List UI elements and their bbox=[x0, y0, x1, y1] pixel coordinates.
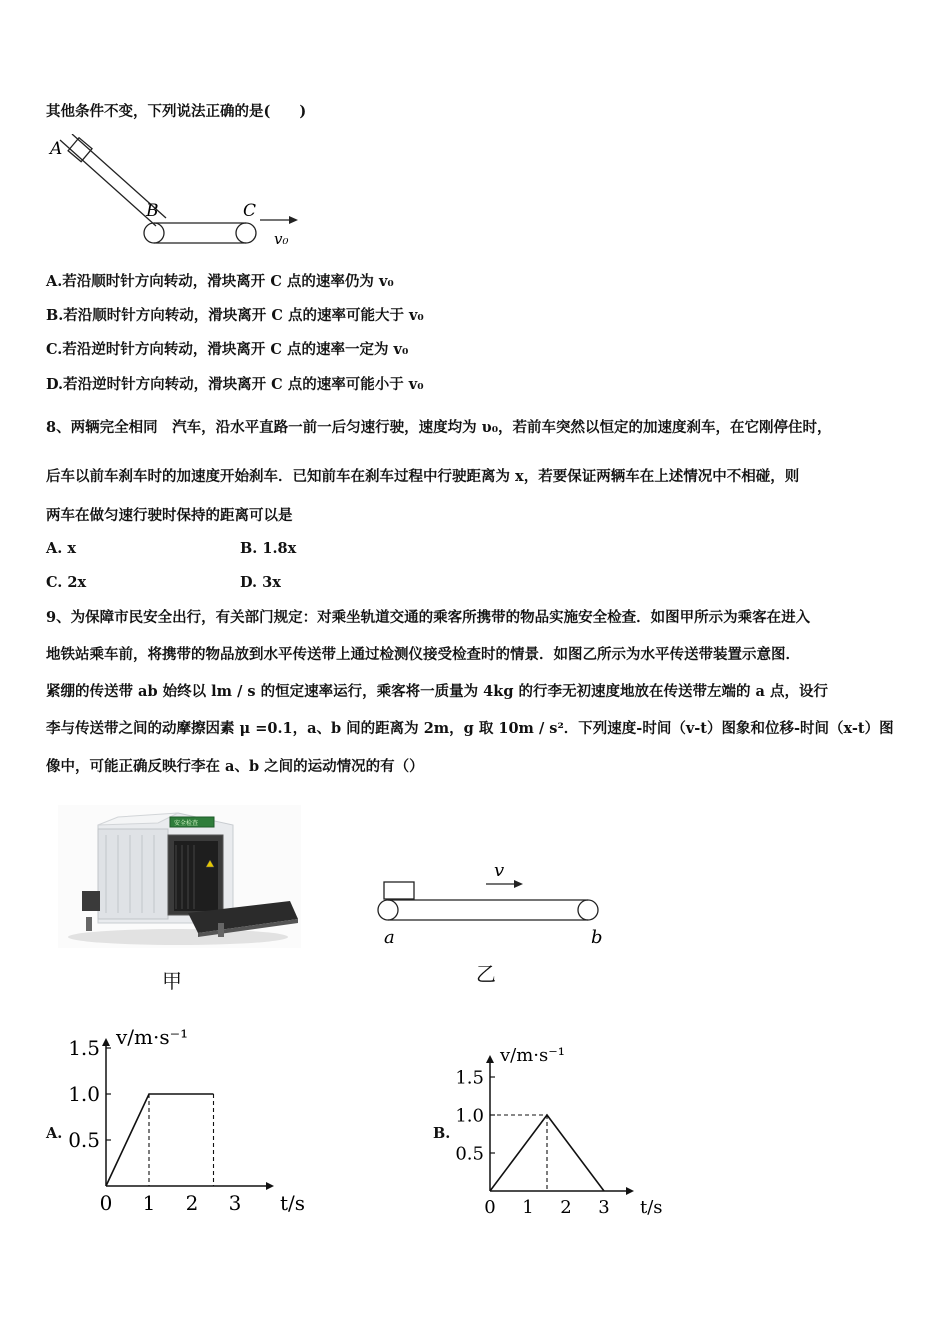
conveyor-figure bbox=[370, 855, 610, 950]
xray-scanner-image bbox=[58, 805, 301, 948]
q8-option-a[interactable]: A. x bbox=[46, 540, 76, 557]
q7-stem-tail: 其他条件不变，下列说法正确的是( ) bbox=[46, 103, 307, 120]
q8-option-b[interactable]: B. 1.8x bbox=[240, 540, 297, 557]
x-tick-label: 0 bbox=[484, 1197, 496, 1218]
x-tick-label: 3 bbox=[228, 1191, 242, 1215]
label-v0: v₀ bbox=[274, 230, 289, 248]
q8-option-d[interactable]: D. 3x bbox=[240, 574, 281, 591]
y-axis-arrow bbox=[486, 1055, 494, 1063]
y-axis-arrow bbox=[102, 1038, 110, 1046]
q8-line-3: 两车在做匀速行驶时保持的距离可以是 bbox=[46, 507, 293, 524]
x-tick-label: 1 bbox=[522, 1197, 534, 1218]
graph-a-option-label[interactable]: A. bbox=[46, 1125, 63, 1142]
q9-line-5: 像中，可能正确反映行李在 a、b 之间的运动情况的有（） bbox=[46, 758, 424, 775]
series-line bbox=[106, 1094, 214, 1186]
x-axis-arrow bbox=[626, 1187, 634, 1195]
x-axis-arrow bbox=[266, 1182, 274, 1190]
q7-figure bbox=[46, 134, 306, 252]
caption-yi: 乙 bbox=[476, 962, 496, 986]
x-tick-label: 0 bbox=[99, 1191, 113, 1215]
q9-line-1: 9、为保障市民安全出行，有关部门规定：对乘坐轨道交通的乘客所携带的物品实施安全检查．如图甲所示为乘客在进入 bbox=[46, 609, 811, 626]
x-tick-label: 2 bbox=[560, 1197, 572, 1218]
q9-line-2: 地铁站乘车前，将携带的物品放到水平传送带上通过检测仪接受检查时的情景．如图乙所示为水平传送带装置示意图． bbox=[46, 646, 800, 663]
x-tick-label: 3 bbox=[598, 1197, 610, 1218]
q9-line-4: 李与传送带之间的动摩擦因素 μ =0.1，a、b 间的距离为 2m，g 取 10m / s²．下列速度-时间（v-t）图象和位移-时间（x-t）图 bbox=[46, 720, 894, 737]
q8-line-2: 后车以前车刹车时的加速度开始刹车．已知前车在刹车过程中行驶距离为 x，若要保证两辆车在上述情况中不相碰，则 bbox=[46, 468, 800, 485]
y-tick-label: 0.5 bbox=[455, 1143, 484, 1165]
label-c: C bbox=[243, 201, 257, 221]
y-tick-label: 1.5 bbox=[455, 1067, 484, 1089]
y-axis-label: v/m·s⁻¹ bbox=[500, 1045, 565, 1066]
x-axis-label: t/s bbox=[280, 1191, 306, 1215]
y-tick-label: 1.0 bbox=[455, 1105, 484, 1127]
q7-option-b[interactable]: B.若沿顺时针方向转动，滑块离开 C 点的速率可能大于 v₀ bbox=[46, 307, 424, 324]
label-b: B bbox=[146, 201, 159, 221]
y-axis-label: v/m·s⁻¹ bbox=[116, 1025, 189, 1049]
graph-b bbox=[450, 1045, 670, 1225]
y-tick-label: 0.5 bbox=[68, 1128, 100, 1152]
x-tick-label: 2 bbox=[185, 1191, 199, 1215]
y-tick-label: 1.0 bbox=[68, 1082, 100, 1106]
graph-a bbox=[60, 1025, 310, 1220]
q7-option-a[interactable]: A.若沿顺时针方向转动，滑块离开 C 点的速率仍为 v₀ bbox=[46, 273, 394, 290]
q7-option-c[interactable]: C.若沿逆时针方向转动，滑块离开 C 点的速率一定为 v₀ bbox=[46, 341, 409, 358]
q7-option-d[interactable]: D.若沿逆时针方向转动，滑块离开 C 点的速率可能小于 v₀ bbox=[46, 376, 424, 393]
q8-option-c[interactable]: C. 2x bbox=[46, 574, 87, 591]
x-axis-label: t/s bbox=[640, 1197, 663, 1218]
y-tick-label: 1.5 bbox=[68, 1036, 100, 1060]
label-b-point: b bbox=[591, 927, 603, 948]
x-tick-label: 1 bbox=[142, 1191, 156, 1215]
q8-line-1: 8、两辆完全相同 汽车，沿水平直路一前一后匀速行驶，速度均为 υ₀，若前车突然以恒定的加速度刹车，在它刚停住时， bbox=[46, 419, 832, 436]
label-a: A bbox=[50, 139, 63, 159]
label-a-point: a bbox=[384, 927, 395, 948]
scanner-sign: 安全检查 bbox=[174, 820, 199, 827]
q9-line-3: 紧绷的传送带 ab 始终以 lm / s 的恒定速率运行，乘客将一质量为 4kg 的行李无初速度地放在传送带左端的 a 点，设行 bbox=[46, 683, 828, 700]
caption-jia: 甲 bbox=[162, 969, 182, 993]
graph-b-option-label[interactable]: B. bbox=[433, 1125, 451, 1142]
label-v: v bbox=[494, 860, 505, 881]
